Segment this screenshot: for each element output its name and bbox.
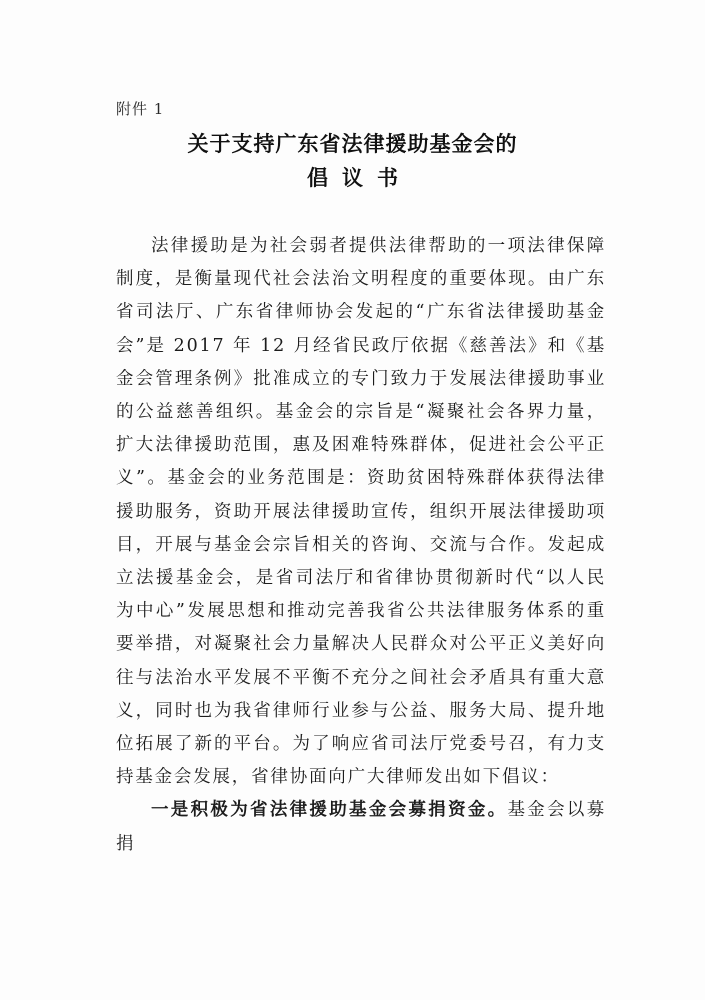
paragraph-2-lead: 一是积极为省法律援助基金会募捐资金。: [151, 800, 508, 821]
document-body: [116, 230, 606, 861]
body-paragraph-2: [116, 794, 606, 860]
paragraph-2-text: 基金会以募捐: [116, 800, 607, 854]
document-title-line2: 倡议书: [307, 166, 412, 190]
attachment-label: 附件 1: [116, 100, 165, 118]
body-paragraph-1: 法律援助是为社会弱者提供法律帮助的一项法律保障制度，是衡量现代社会法治文明程度的重要体现。由广东省司法厅、广东省律师协会发起的“广东省法律援助基金会”是 2017 年 12 月经省民政厅依据《慈善法》和《基金会管理条例》批准成立的专门致力于发展法律援助事业的公益慈善组织。基金会的宗旨是“凝聚社会各界力量，扩大法律援助范围，惠及困难特殊群体，促进社会公平正义”。基金会的业务范围是：资助贫困特殊群体获得法律援助服务，资助开展法律援助宣传，组织开展法律援助项目，开展与基金会宗旨相关的咨询、交流与合作。发起成立法援基金会，是省司法厅和省律协贯彻新时代“以人民为中心”发展思想和推动完善我省公共法律服务体系的重要举措，对凝聚社会力量解决人民群众对公平正义美好向往与法治水平发展不平衡不充分之间社会矛盾具有重大意义，同时也为我省律师行业参与公益、服务大局、提升地位拓展了新的平台。为了响应省司法厅党委号召，有力支持基金会发展，省律协面向广大律师发出如下倡议：: [116, 236, 606, 788]
document-title-line1: 关于支持广东省法律援助基金会的: [187, 132, 518, 156]
